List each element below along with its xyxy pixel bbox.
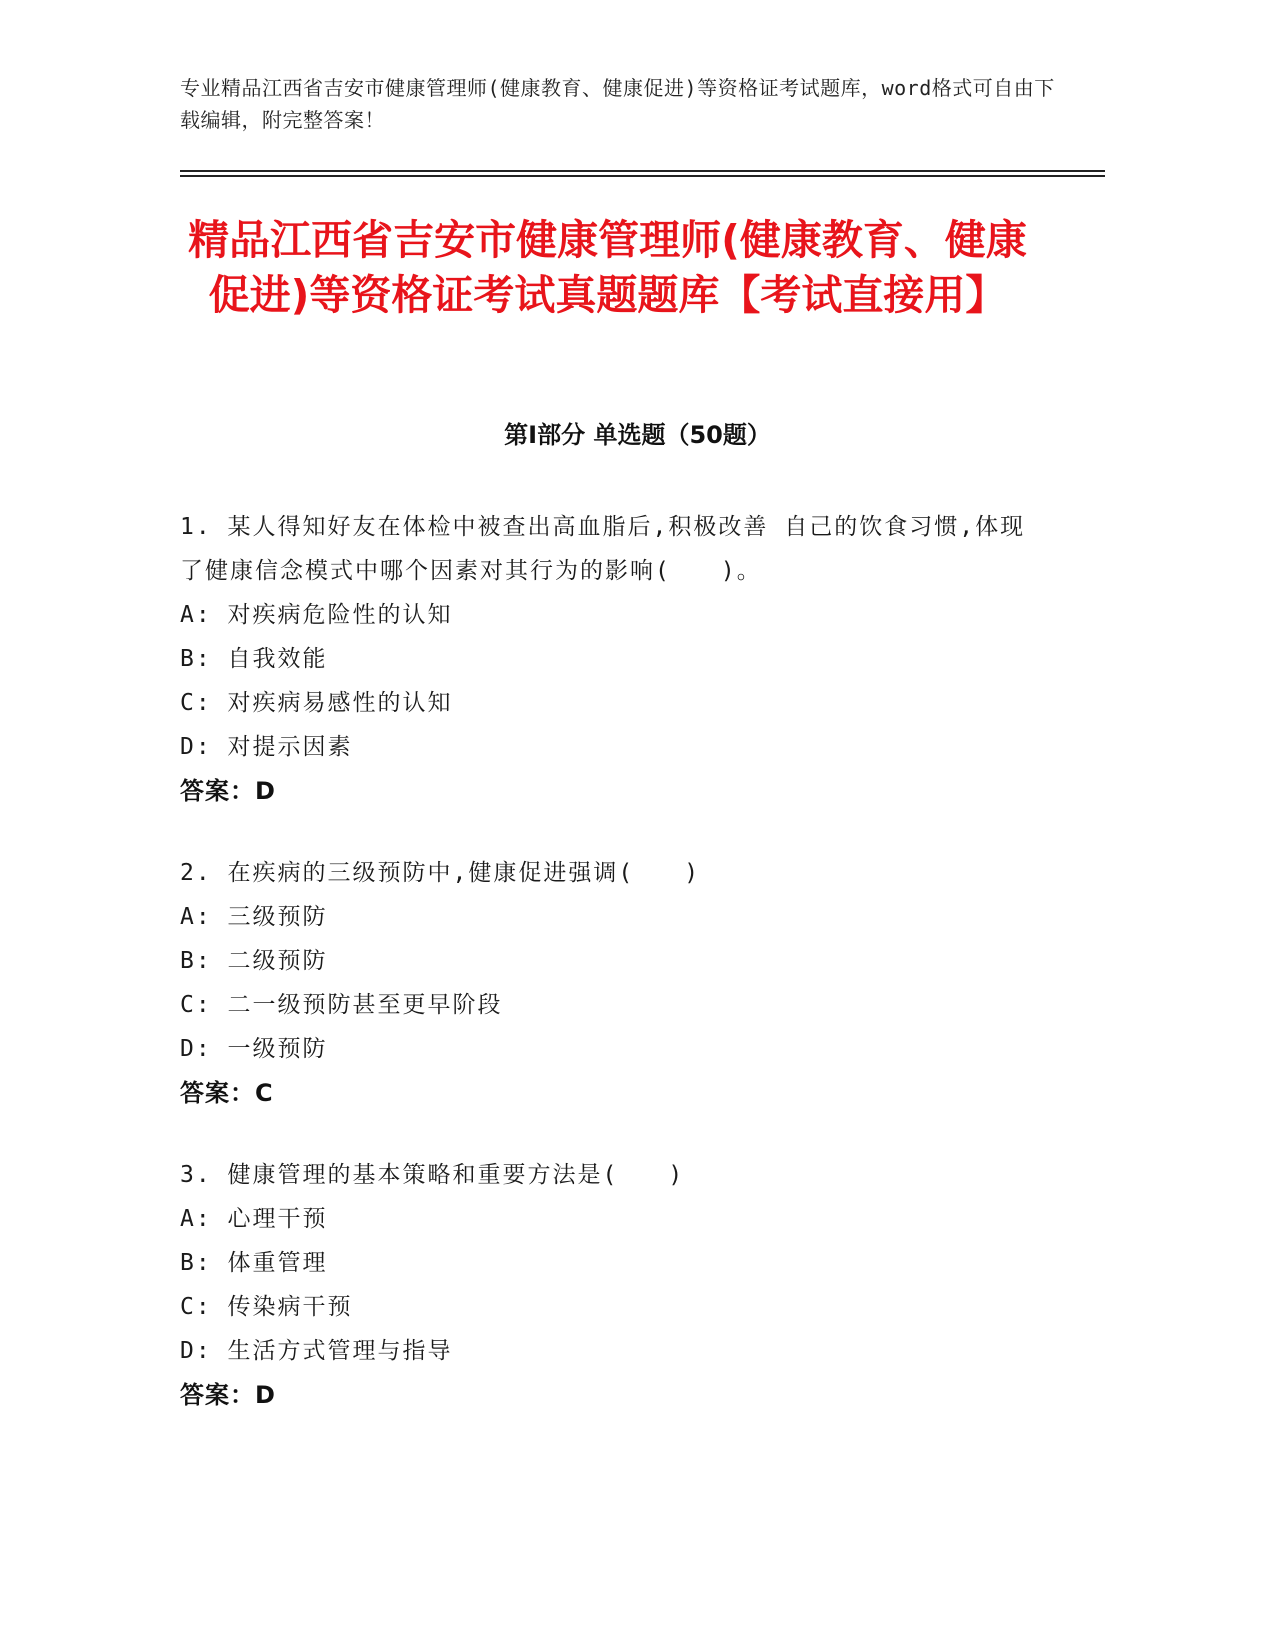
answer-value: C — [255, 1079, 273, 1107]
header-divider-bottom — [180, 175, 1105, 177]
answer-label: 答案： — [180, 777, 255, 805]
question-text: 1. 某人得知好友在体检中被查出高血脂后,积极改善 自己的饮食习惯,体现了健康信念模式中哪个因素对其行为的影响( )。 — [180, 514, 1026, 584]
option-b: B: 体重管理 — [180, 1250, 328, 1276]
answer-line — [180, 769, 1040, 813]
option-b: B: 自我效能 — [180, 646, 328, 672]
option-d: D: 一级预防 — [180, 1036, 328, 1062]
question-item — [180, 1153, 1040, 1417]
answer-value: D — [255, 777, 275, 805]
question-list — [180, 505, 1040, 1455]
document-title: 精品江西省吉安市健康管理师(健康教育、健康促进)等资格证考试真题题库【考试直接用】 — [188, 216, 1027, 319]
section-title: 第Ⅰ部分 单选题（50题） — [504, 421, 771, 449]
option-c: C: 传染病干预 — [180, 1294, 353, 1320]
option-c: C: 二一级预防甚至更早阶段 — [180, 992, 503, 1018]
question-text: 2. 在疾病的三级预防中,健康促进强调( ) — [180, 860, 701, 886]
answer-label: 答案： — [180, 1381, 255, 1409]
question-item — [180, 851, 1040, 1115]
answer-line — [180, 1373, 1040, 1417]
question-text: 3. 健康管理的基本策略和重要方法是( ) — [180, 1162, 685, 1188]
answer-label: 答案： — [180, 1079, 255, 1107]
answer-line — [180, 1071, 1040, 1115]
question-item — [180, 505, 1040, 813]
option-b: B: 二级预防 — [180, 948, 328, 974]
option-a: A: 对疾病危险性的认知 — [180, 602, 453, 628]
header-divider-top — [180, 170, 1105, 172]
option-a: A: 三级预防 — [180, 904, 328, 930]
answer-value: D — [255, 1381, 275, 1409]
option-d: D: 生活方式管理与指导 — [180, 1338, 453, 1364]
option-c: C: 对疾病易感性的认知 — [180, 690, 453, 716]
header-note: 专业精品江西省吉安市健康管理师(健康教育、健康促进)等资格证考试题库，word格式可自由下载编辑，附完整答案！ — [180, 76, 1055, 132]
option-d: D: 对提示因素 — [180, 734, 353, 760]
option-a: A: 心理干预 — [180, 1206, 328, 1232]
